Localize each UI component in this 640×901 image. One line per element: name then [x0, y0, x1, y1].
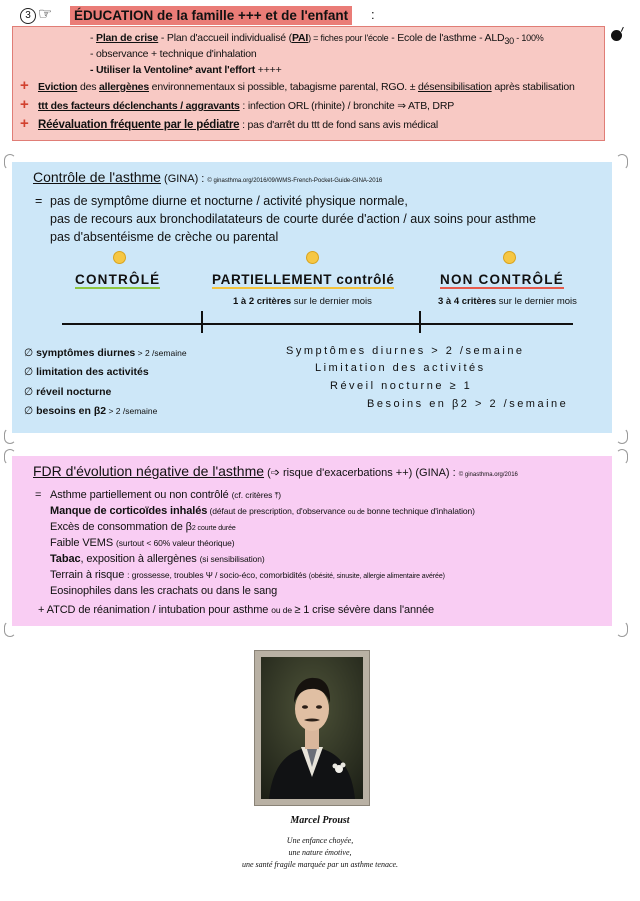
plus-icon: + — [20, 77, 29, 94]
criterion-item: ∅ limitation des activités — [24, 366, 149, 378]
control-definition-equals: = — [35, 194, 43, 208]
portrait-quote: une nature émotive, — [288, 848, 352, 857]
portrait-quote: Une enfance choyée, — [286, 836, 354, 845]
criterion-text: Limitation des activités — [315, 362, 486, 374]
portrait-image — [261, 657, 363, 799]
portrait-name: Marcel Proust — [290, 815, 350, 826]
corner-curl — [616, 428, 628, 444]
smiley-happy-icon — [113, 251, 126, 264]
control-scale-tick — [419, 311, 421, 333]
criterion-item: ∅ réveil nocturne — [24, 386, 112, 398]
state-partially-controlled: PARTIELLEMENT contrôlé — [212, 272, 395, 287]
bomb-icon — [611, 30, 622, 41]
pointing-hand-icon: ☞ — [38, 6, 53, 23]
criteria-partial: 1 à 2 critères sur le dernier mois — [233, 296, 372, 307]
plus-icon: + — [20, 96, 29, 113]
state-uncontrolled: NON CONTRÔLÉ — [440, 272, 564, 287]
education-title: ÉDUCATION de la famille +++ et de l'enfant — [70, 6, 352, 25]
asthma-control-title: Contrôle de l'asthme (GINA) : © ginasthma.org/2016/09/WMS-French-Pocket-Guide-GINA-2016 — [33, 169, 383, 185]
risk-factor: + ATCD de réanimation / intubation pour asthme ou de ≥ 1 crise sévère dans l'année — [38, 604, 435, 616]
control-scale-tick — [201, 311, 203, 333]
corner-curl — [4, 449, 16, 465]
step-number-badge: 3 — [20, 8, 36, 24]
criterion-item: ∅ symptômes diurnes > 2 /semaine — [24, 347, 187, 359]
risk-factor: Tabac, exposition à allergènes (si sensibilisation) — [50, 553, 265, 565]
corner-curl — [4, 154, 16, 170]
risk-factor: Terrain à risque : grossesse, troubles Ψ / socio-éco, comorbidités (obésité, sinusite, allergie alimentaire avérée) — [50, 569, 445, 581]
risk-factor: Manque de corticoïdes inhalés (défaut de prescription, d'observance ou de bonne technique d'inhalation) — [50, 505, 475, 517]
education-line-plan: - Plan de crise - Plan d'accueil individualisé (PAI) = fiches pour l'école - Ecole de l'asthme - $ALD_{30} - 100\%$ — [90, 32, 544, 47]
criterion-item: ∅ besoins en β2 > 2 /semaine — [24, 405, 158, 417]
education-line-observance: - observance + technique d'inhalation — [90, 48, 257, 60]
criterion-text: Besoins en β2 > 2 /semaine — [367, 398, 569, 410]
risk-factors-title: FDR d'évolution négative de l'asthme (➩ risque d'exacerbations ++) (GINA) : © ginasthma.org/2016 — [33, 463, 518, 479]
control-definition-line: pas d'absentéisme de crèche ou parental — [50, 230, 279, 244]
control-definition-line: pas de recours aux bronchodilatateurs de courte durée d'action / aux soins pour asthme — [50, 212, 537, 226]
risk-factor-eq: = — [35, 489, 42, 501]
control-scale-line — [62, 323, 573, 325]
risk-factor: Eosinophiles dans les crachats ou dans le sang — [50, 585, 278, 597]
corner-curl — [616, 154, 628, 170]
corner-curl — [4, 621, 16, 637]
risk-factor: Asthme partiellement ou non contrôlé (cf. critères ⤒) — [50, 489, 281, 501]
criteria-uncontrolled: 3 à 4 critères sur le dernier mois — [438, 296, 577, 307]
corner-curl — [4, 428, 16, 444]
portrait-frame — [254, 650, 370, 806]
risk-factor: Faible VEMS (surtout < 60% valeur théorique) — [50, 537, 235, 549]
plus-icon: + — [20, 115, 29, 132]
smiley-sad-icon — [503, 251, 516, 264]
smiley-neutral-icon — [306, 251, 319, 264]
education-item-reevaluation: Réévaluation fréquente par le pédiatre : pas d'arrêt du ttt de fond sans avis médical — [38, 119, 439, 131]
education-line-ventoline: - Utiliser la Ventoline* avant l'effort ++++ — [90, 64, 282, 76]
criterion-text: Réveil nocturne ≥ 1 — [330, 380, 473, 392]
education-item-triggers: ttt des facteurs déclenchants / aggravants : infection ORL (rhinite) / bronchite ⇒ ATB, DRP — [38, 100, 455, 112]
criterion-text: Symptômes diurnes > 2 /semaine — [286, 345, 525, 357]
control-definition-line: pas de symptôme diurne et nocturne / activité physique normale, — [50, 194, 408, 208]
risk-factor: Excès de consommation de β2 courte durée — [50, 521, 236, 533]
education-title-colon: : — [371, 7, 375, 22]
corner-curl — [616, 621, 628, 637]
state-controlled: CONTRÔLÉ — [75, 272, 161, 287]
corner-curl — [616, 449, 628, 465]
education-item-eviction: Eviction des allergènes environnementaux si possible, tabagisme parental, RGO. ± désensibilisation après stabilisation — [38, 81, 575, 93]
portrait-quote: une santé fragile marquée par un asthme tenace. — [241, 860, 399, 869]
